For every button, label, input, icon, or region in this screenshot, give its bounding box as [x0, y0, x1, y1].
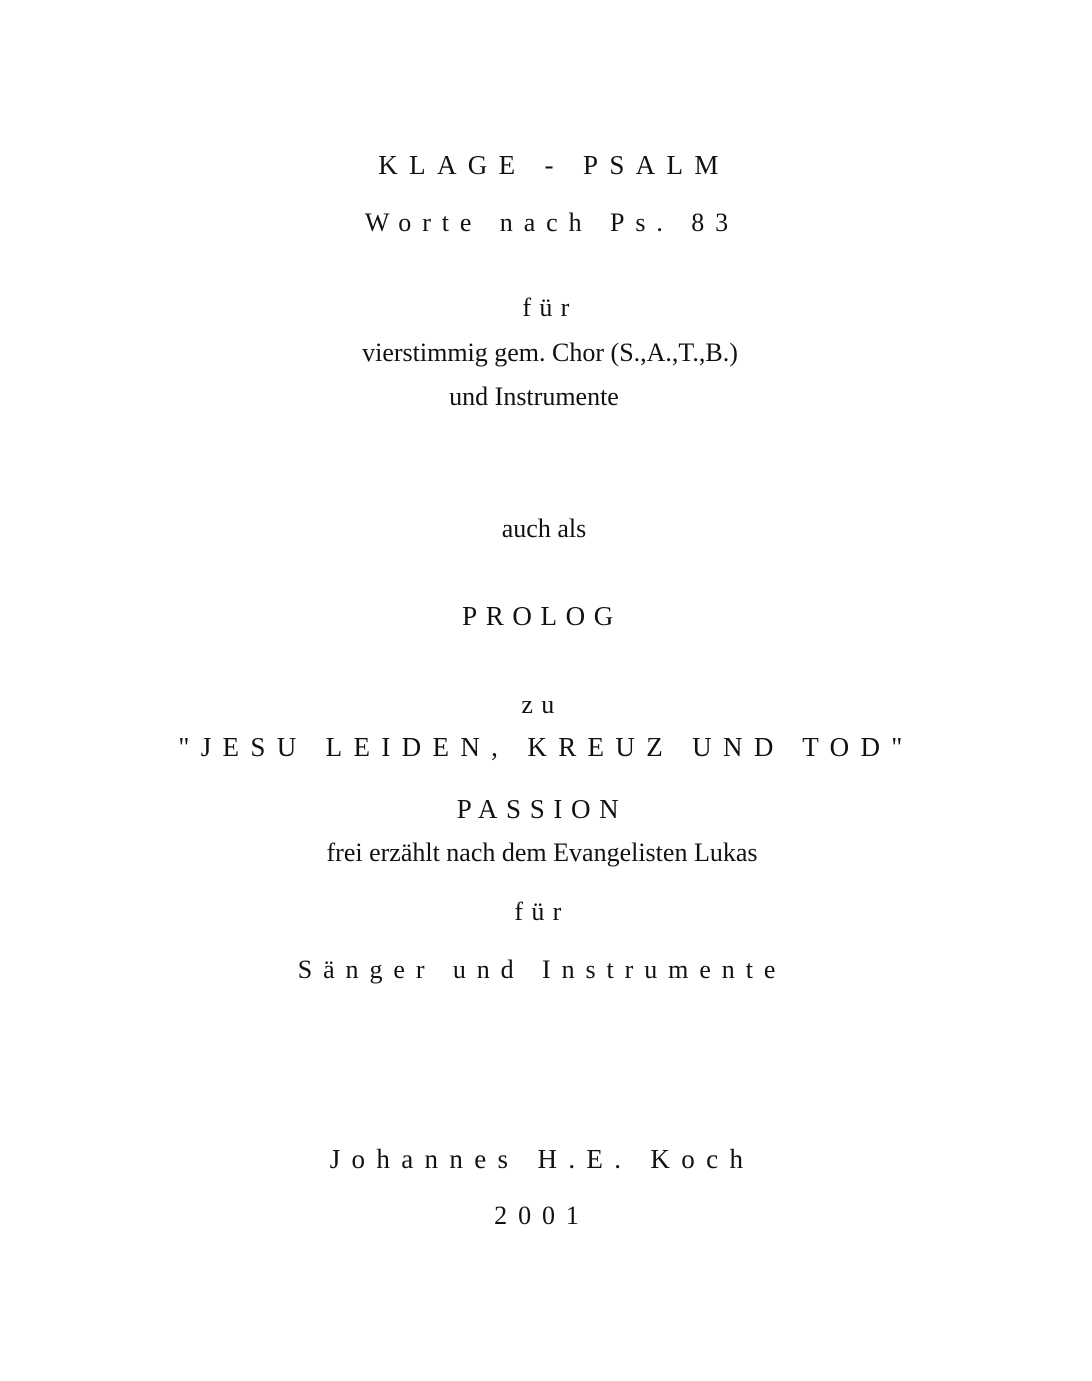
page-title: KLAGE - PSALM: [378, 150, 730, 180]
subtitle: Worte nach Ps. 83: [364, 208, 740, 237]
auch-als-label: auch als: [501, 514, 587, 543]
prolog-heading: PROLOG: [462, 601, 622, 631]
passion-description: frei erzählt nach dem Evangelisten Lukas: [326, 838, 758, 867]
composer-name: Johannes H.E. Koch: [329, 1144, 755, 1174]
passion-heading: PASSION: [456, 794, 628, 824]
instruments-line: und Instrumente: [449, 382, 619, 411]
zu-label: zu: [521, 690, 563, 719]
choir-description: vierstimmig gem. Chor (S.,A.,T.,B.): [362, 338, 738, 367]
performers-line: Sänger und Instrumente: [297, 955, 787, 984]
work-title: "JESU LEIDEN, KREUZ UND TOD": [178, 732, 914, 762]
fuer-label: für: [522, 293, 578, 322]
fuer-label-2: für: [514, 897, 570, 926]
year: 2001: [494, 1201, 590, 1230]
